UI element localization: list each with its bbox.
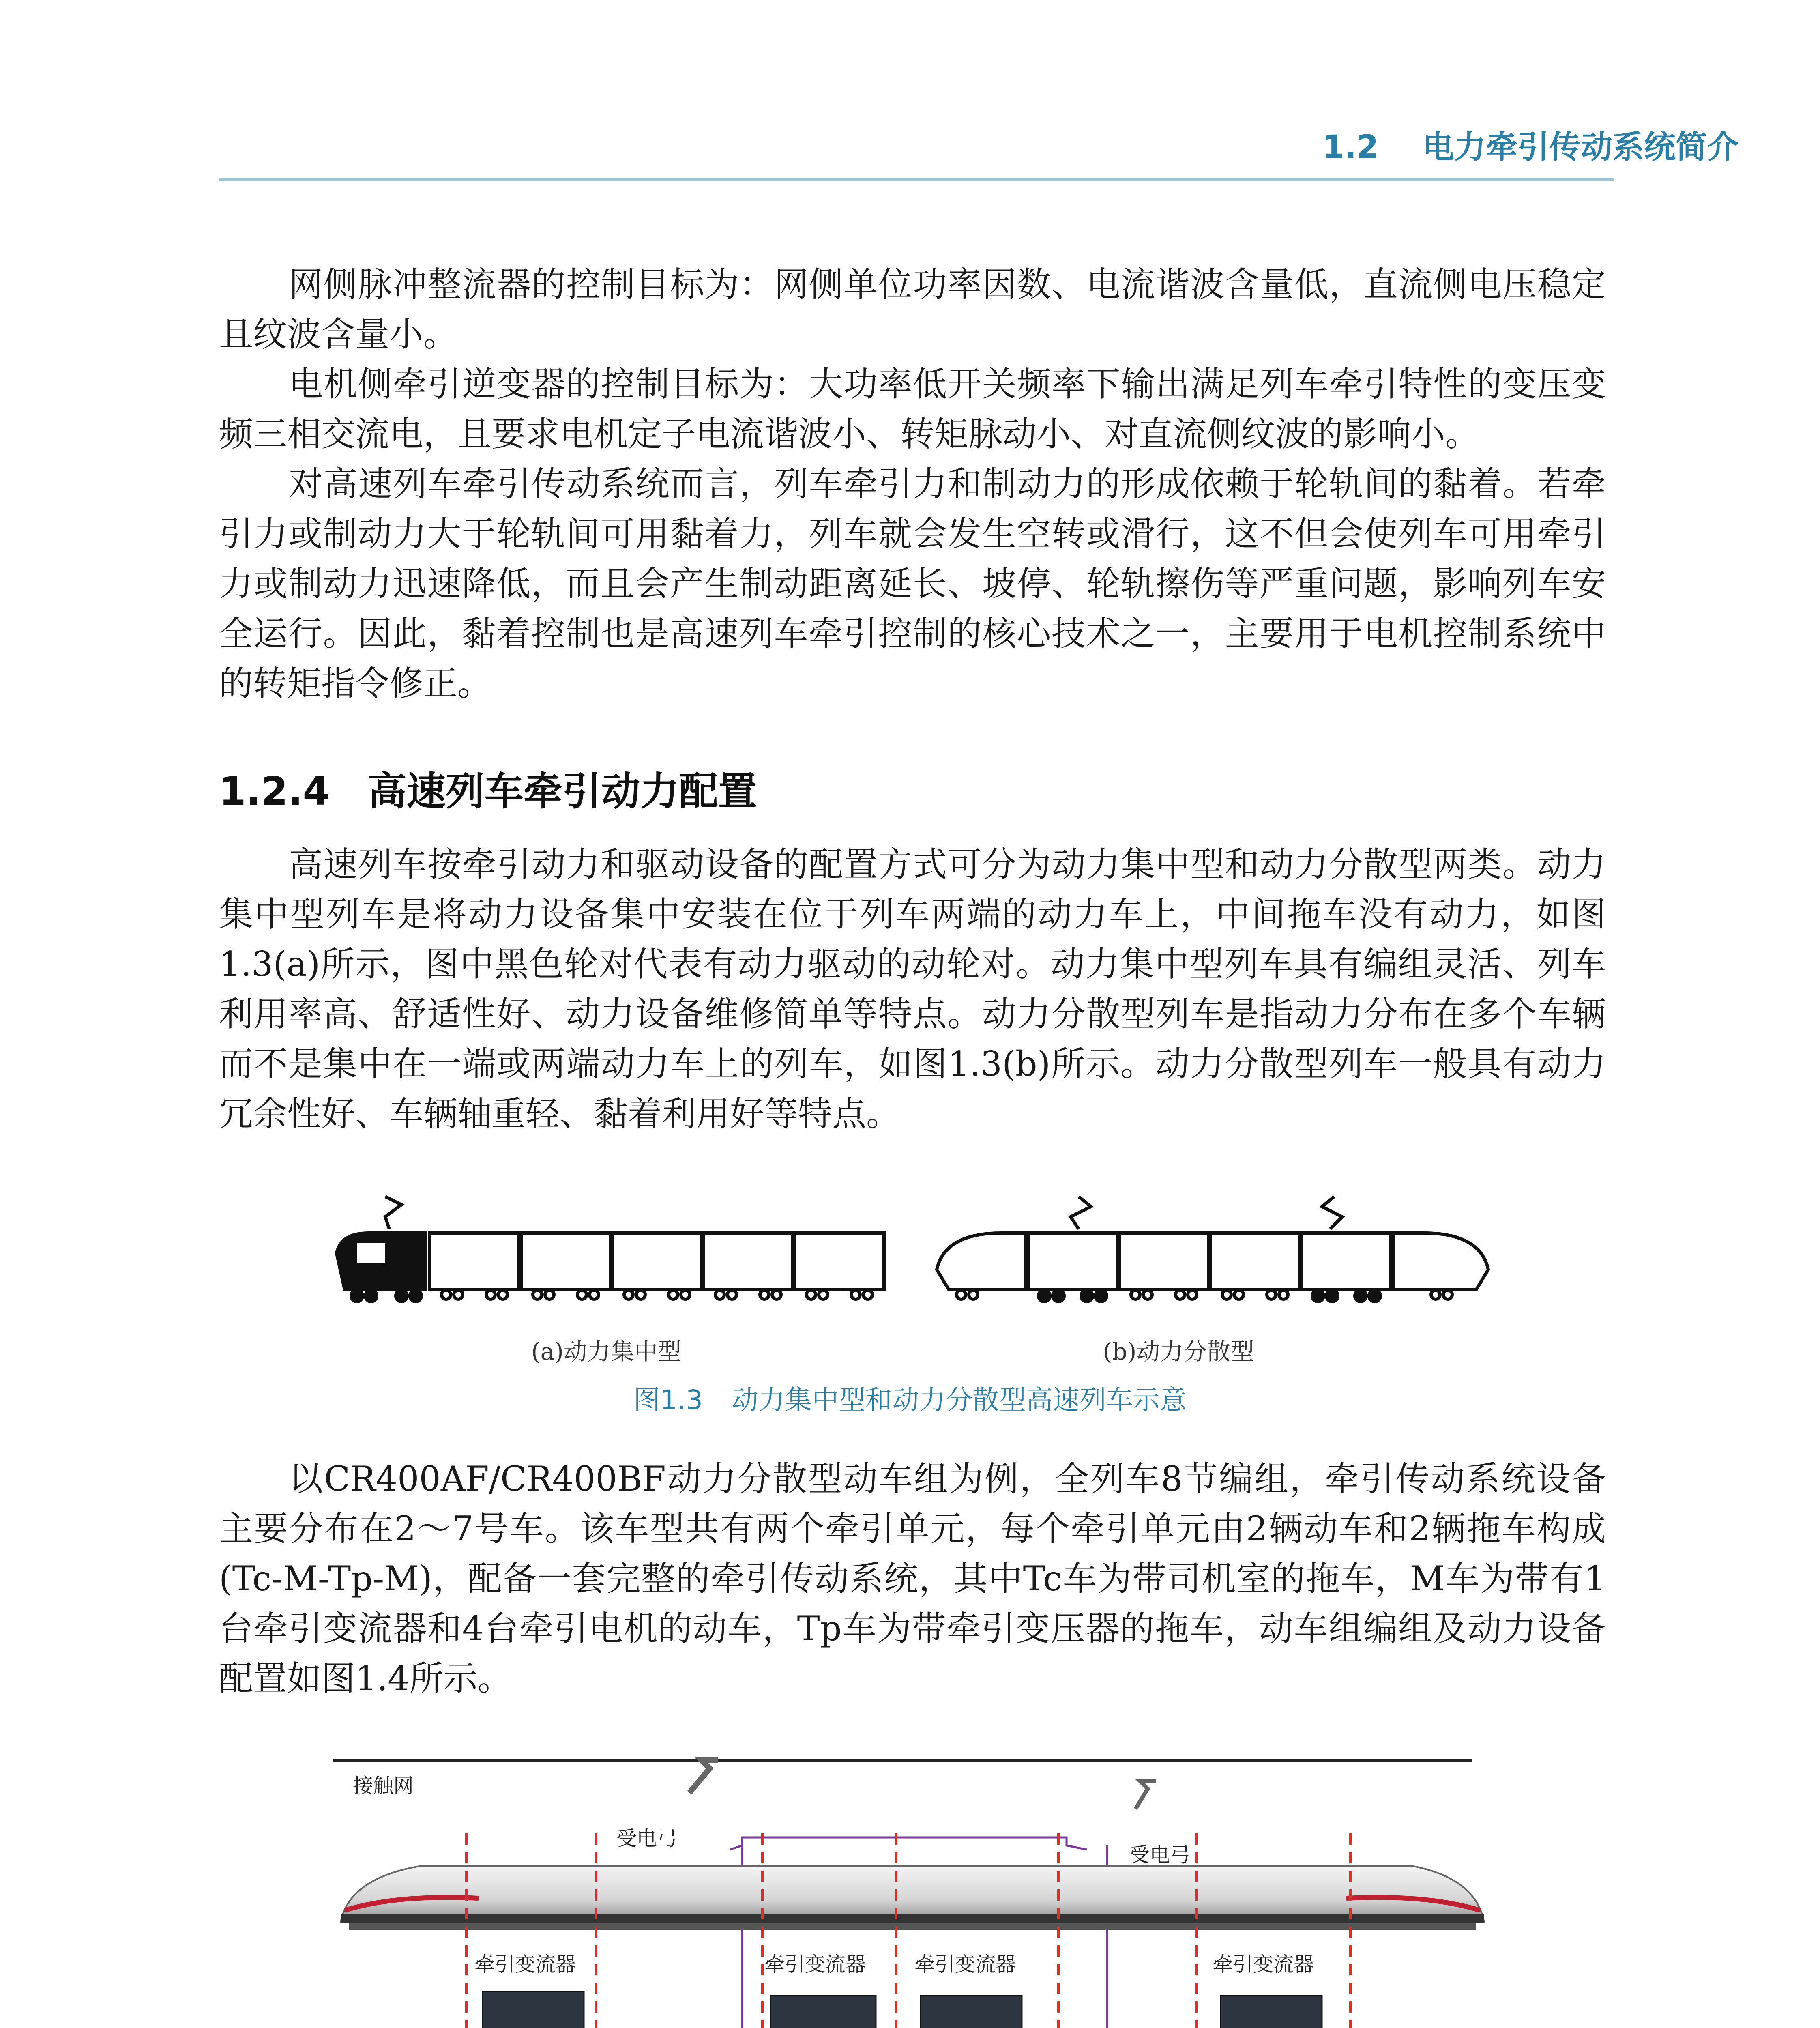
paragraph-cr400: 以CR400AF/CR400BF动力分散型动车组为例，全列车8节编组，牵引传动系统设备主要分布在2～7号车。该车型共有两个牵引单元，每个牵引单元由2辆动车和2辆拖车构成(Tc-M-Tp-M)，配备一套完整的牵引传动系统，其中Tc车为带司机室的拖车，M车为带有1台牵引变流器和4台牵引电机的动车，Tp车为带牵引变压器的拖车，动车组编组及动力设备配置如图1.4所示。 <box>219 1459 1606 1698</box>
figure-1-3-subcaption-b: (b)动力分散型 <box>1103 1338 1254 1365</box>
figure-1-3-caption-text: 动力集中型和动力分散型高速列车示意 <box>731 1384 1187 1416</box>
end-car-right <box>1393 1233 1488 1290</box>
section-number: 1.2.4 <box>219 769 330 814</box>
pantograph-b1 <box>1071 1197 1091 1229</box>
figure-1-3-trains <box>328 1188 1492 1318</box>
coach-a2 <box>521 1233 610 1290</box>
cr400-train <box>341 1866 1484 1930</box>
pantograph-icon <box>689 1760 718 1793</box>
pantograph-a <box>385 1197 401 1229</box>
header-rule <box>219 178 1614 181</box>
end-car-left <box>937 1233 1026 1290</box>
converter-label-3: 牵引变流器 <box>914 1953 1016 1976</box>
paragraph-inverter: 电机侧牵引逆变器的控制目标为：大功率低开关频率下输出满足列车牵引特性的变压变频三相交流电，且要求电机定子电流谐波小、转矩脉动小、对直流侧纹波的影响小。 <box>219 364 1606 454</box>
figure-1-3-subcaption-a: (a)动力集中型 <box>531 1338 681 1365</box>
train-concentrated <box>337 1197 884 1302</box>
converter-label-4: 牵引变流器 <box>1213 1953 1314 1976</box>
coach-a4 <box>704 1233 793 1290</box>
pantograph-b2 <box>1322 1197 1342 1229</box>
coach-a3 <box>612 1233 702 1290</box>
coach-a5 <box>795 1233 884 1290</box>
pantograph-label-2: 受电弓 <box>1129 1843 1190 1867</box>
coach-a1 <box>430 1233 519 1290</box>
section-heading <box>219 760 757 816</box>
section-title: 高速列车牵引动力配置 <box>367 769 757 814</box>
paragraph-rectifier: 网侧脉冲整流器的控制目标为：网侧单位功率因数、电流谐波含量低，直流侧电压稳定且纹波含量小。 <box>219 264 1606 354</box>
paragraph-power-config: 高速列车按牵引动力和驱动设备的配置方式可分为动力集中型和动力分散型两类。动力集中型列车是将动力设备集中安装在位于列车两端的动力车上，中间拖车没有动力，如图1.3(a)所示，图中黑色轮对代表有动力驱动的动轮对。动力集中型列车具有编组灵活、列车利用率高、舒适性好、动力设备维修简单等特点。动力分散型列车是指动力分布在多个车辆而不是集中在一端或两端动力车上的列车，如图1.3(b)所示。动力分散型列车一般具有动力冗余性好、车辆轴重轻、黏着利用好等特点。 <box>219 844 1606 1134</box>
converter-label-1: 牵引变流器 <box>474 1953 576 1976</box>
pantograph-icon <box>1135 1781 1156 1809</box>
pantograph-label-1: 受电弓 <box>616 1827 677 1850</box>
header-section-number: 1.2 <box>1322 129 1379 165</box>
running-header <box>1322 122 1739 167</box>
catenary-label: 接触网 <box>353 1774 414 1798</box>
header-title: 电力牵引传动系统简介 <box>1422 129 1739 165</box>
figure-1-3-number: 图1.3 <box>633 1384 703 1416</box>
paragraph-adhesion: 对高速列车牵引传动系统而言，列车牵引力和制动力的形成依赖于轮轨间的黏着。若牵引力或制动力大于轮轨间可用黏着力，列车就会发生空转或滑行，这不但会使列车可用牵引力或制动力迅速降低，而且会产生制动距离延长、坡停、轮轨擦伤等严重问题，影响列车安全运行。因此，黏着控制也是高速列车牵引控制的核心技术之一，主要用于电机控制系统中的转矩指令修正。 <box>219 464 1606 703</box>
figure-1-3-caption <box>0 1378 1820 1417</box>
figure-1-4-diagram <box>324 1744 1500 2028</box>
converter-label-2: 牵引变流器 <box>764 1953 866 1976</box>
car-dividers <box>466 1833 1350 2028</box>
train-distributed <box>937 1197 1488 1302</box>
